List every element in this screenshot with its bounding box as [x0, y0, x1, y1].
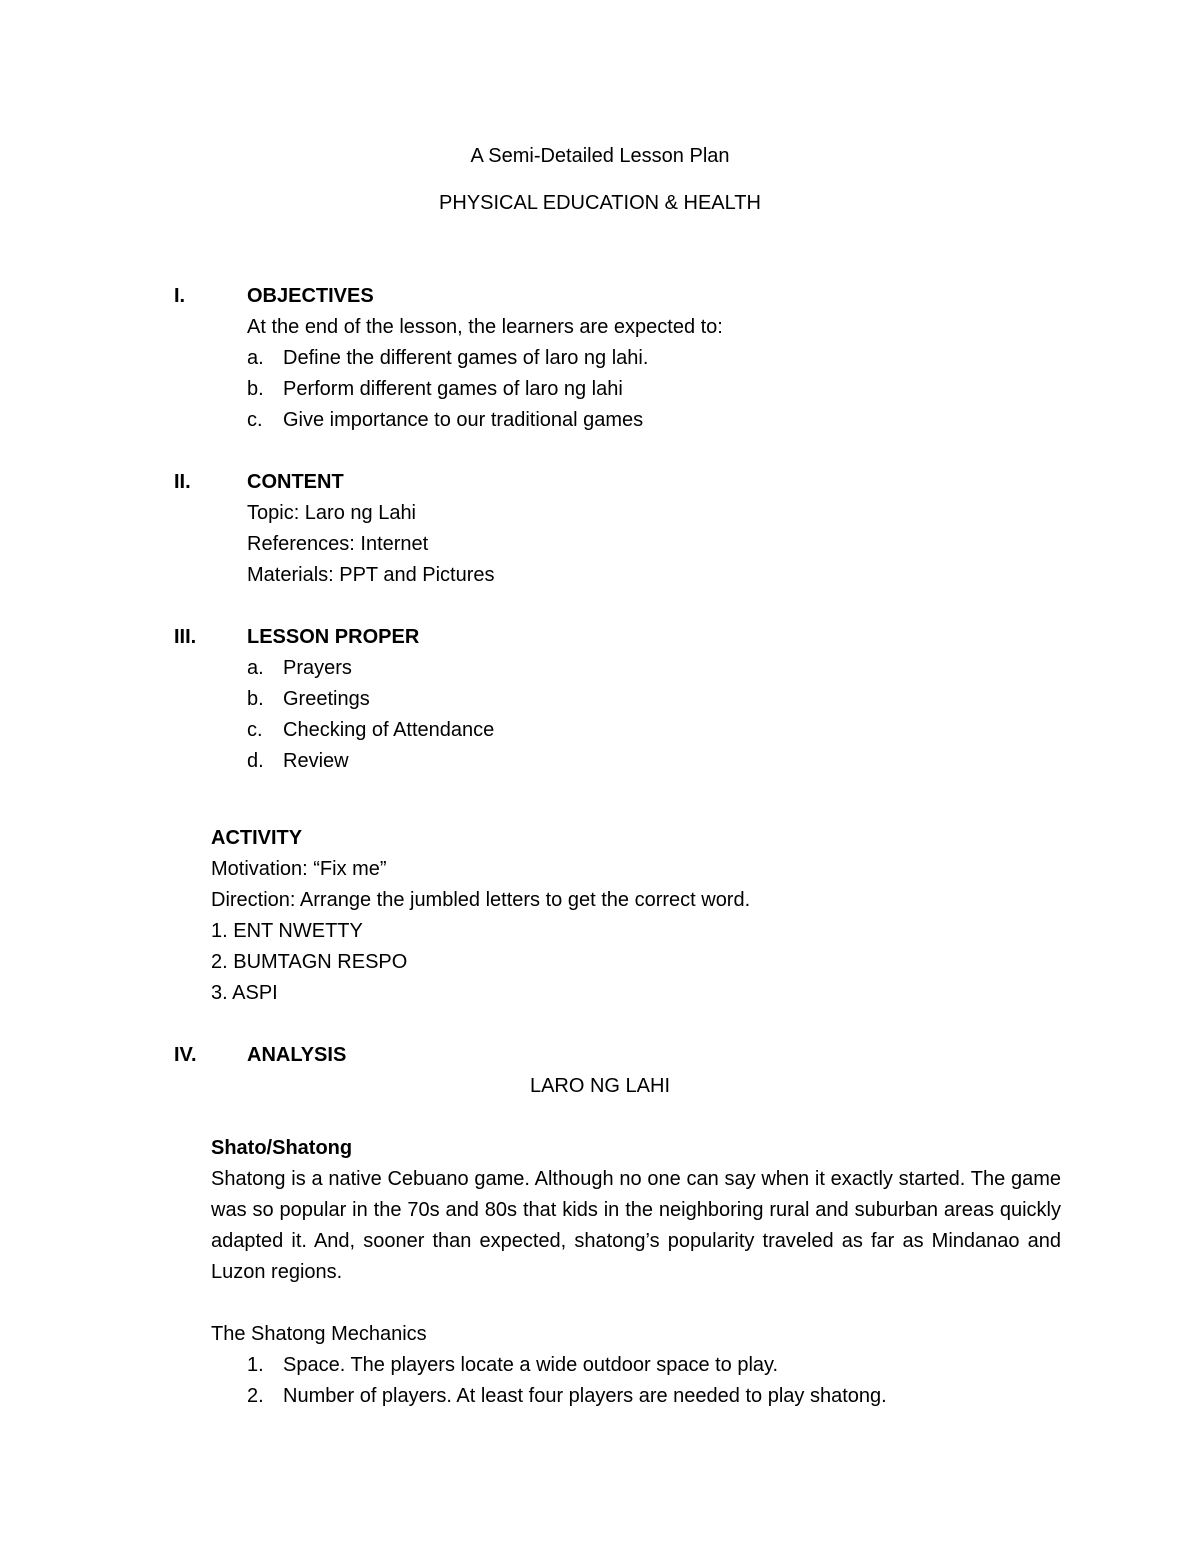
objective-marker: a. — [247, 347, 264, 369]
lesson-proper-marker: c. — [247, 719, 263, 741]
activity-motivation: Motivation: “Fix me” — [211, 858, 387, 880]
activity-item: 1. ENT NWETTY — [211, 920, 363, 942]
lesson-proper-heading: LESSON PROPER — [247, 626, 420, 648]
game-paragraph: Shatong is a native Cebuano game. Although no one can say when it exactly started. The game was so popular in the 70s and 80s that kids in the neighboring rural and suburban areas quickly adapted it. And, sooner than expected, shatong’s popularity traveled as far as Mindanao and Luzon regions. — [211, 1168, 1061, 1283]
objectives-intro: At the end of the lesson, the learners are expected to: — [247, 316, 723, 338]
lesson-proper-item: Prayers — [283, 657, 352, 679]
lesson-proper-marker: d. — [247, 750, 264, 772]
analysis-heading: ANALYSIS — [247, 1044, 347, 1066]
lesson-proper-item: Checking of Attendance — [283, 719, 495, 741]
document-title: A Semi-Detailed Lesson Plan — [470, 145, 730, 167]
activity-item: 3. ASPI — [211, 982, 278, 1004]
content-references: References: Internet — [247, 533, 429, 555]
mechanics-marker: 1. — [247, 1354, 264, 1376]
mechanics-item: Space. The players locate a wide outdoor space to play. — [283, 1354, 779, 1376]
mechanics-marker: 2. — [247, 1385, 264, 1407]
mechanics-item: Number of players. At least four players are needed to play shatong. — [283, 1385, 887, 1407]
analysis-subtitle: LARO NG LAHI — [529, 1075, 671, 1097]
objective-item: Give importance to our traditional games — [283, 409, 644, 431]
analysis-numeral: IV. — [174, 1044, 197, 1066]
activity-item: 2. BUMTAGN RESPO — [211, 951, 408, 973]
content-heading: CONTENT — [247, 471, 344, 493]
lesson-proper-marker: a. — [247, 657, 264, 679]
objective-marker: b. — [247, 378, 264, 400]
lesson-proper-item: Greetings — [283, 688, 370, 710]
content-materials: Materials: PPT and Pictures — [247, 564, 495, 586]
objectives-numeral: I. — [174, 285, 186, 307]
lesson-proper-numeral: III. — [174, 626, 197, 648]
game-title: Shato/Shatong — [211, 1137, 353, 1159]
content-numeral: II. — [174, 471, 191, 493]
content-topic: Topic: Laro ng Lahi — [247, 502, 417, 524]
objective-item: Define the different games of laro ng lahi. — [283, 347, 649, 369]
lesson-proper-item: Review — [283, 750, 349, 772]
activity-direction: Direction: Arrange the jumbled letters to get the correct word. — [211, 889, 751, 911]
mechanics-title: The Shatong Mechanics — [211, 1323, 427, 1345]
lesson-proper-marker: b. — [247, 688, 264, 710]
objective-item: Perform different games of laro ng lahi — [283, 378, 623, 400]
objective-marker: c. — [247, 409, 263, 431]
activity-heading: ACTIVITY — [211, 827, 303, 849]
document-subject: PHYSICAL EDUCATION & HEALTH — [439, 192, 761, 214]
objectives-heading: OBJECTIVES — [247, 285, 374, 307]
